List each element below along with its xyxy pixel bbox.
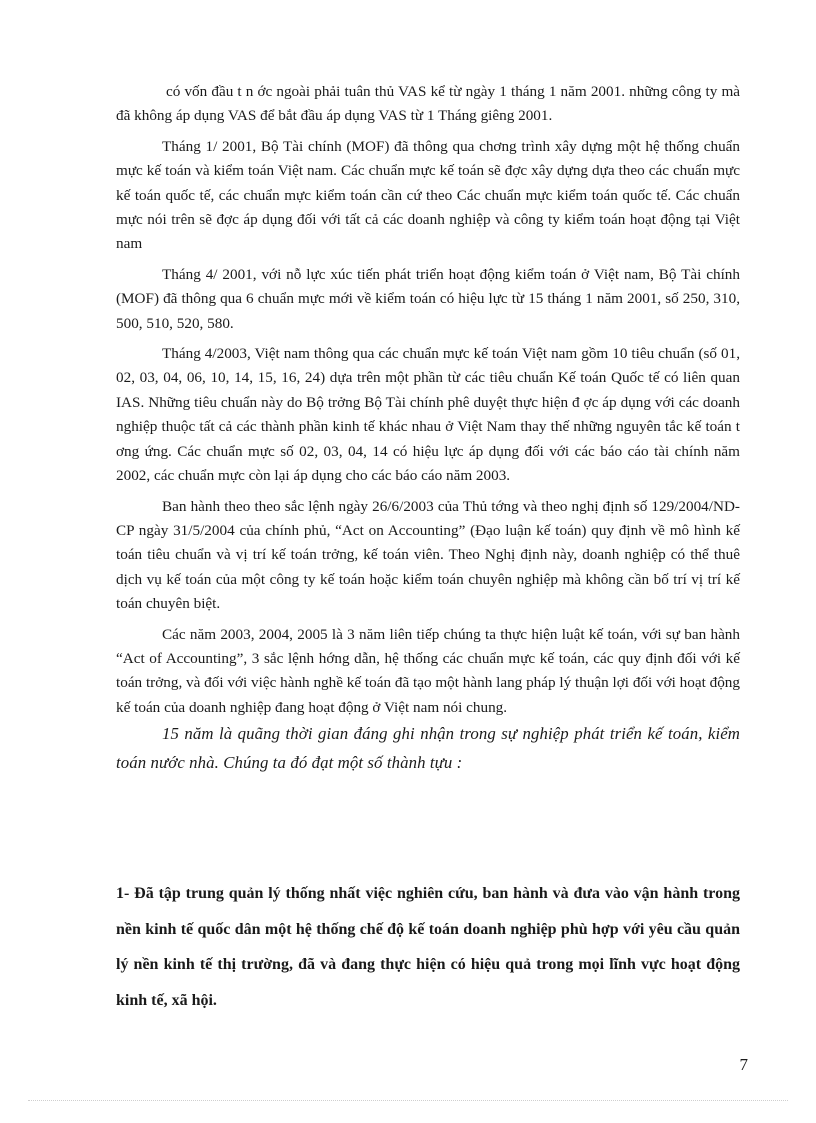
paragraph-vas-continuation: có vốn đầu t n ớc ngoài phải tuân thủ VAS kể từ ngày 1 tháng 1 năm 2001. những công ty mà đã không áp dụng VAS để bắt đầu áp dụng VAS từ 1 Tháng giêng 2001. xyxy=(116,83,740,125)
paragraph-apr-2003: Tháng 4/2003, Việt nam thông qua các chuẩn mực kế toán Việt nam gồm 10 tiêu chuẩn (số 01, 02, 03, 04, 06, 10, 14, 15, 16, 24) dựa trên một phần từ các tiêu chuẩn Kế toán Quốc tế có liên quan IAS. Những tiêu chuẩn này do Bộ trởng Bộ Tài chính phê duyệt thực hiện đ ợc áp dụng với các doanh nghiệp thuộc tất cả các thành phần kinh tế khác nhau ở Việt Nam thay thế những nguyên tắc kế toán t ơng ứng. Các chuẩn mực số 02, 03, 04, 14 có hiệu lực áp dụng đối với các báo cáo tài chính năm 2002, các chuẩn mực còn lại áp dụng cho các báo cáo năm 2003. xyxy=(116,345,740,485)
paragraph-accounting-law: Ban hành theo theo sắc lệnh ngày 26/6/2003 của Thủ tớng và theo nghị định số 129/2004/ND-CP ngày 31/5/2004 của chính phủ, “Act on Accounting” (Đạo luận kế toán) quy định về mô hình kế toán tiêu chuẩn và vị trí kế toán trởng, kế toán viên. Theo Nghị định này, doanh nghiệp có thể thuê dịch vụ kế toán của một công ty kế toán hoặc kiểm toán chuyên nghiệp mà không cần bố trí vị trí kế toán chuyên biệt. xyxy=(116,497,740,613)
achievement-point-1 xyxy=(116,876,740,1018)
body-text xyxy=(116,80,740,783)
page-number: 7 xyxy=(739,1055,748,1074)
footer-divider xyxy=(28,1100,788,1101)
paragraph-2003-2005: Các năm 2003, 2004, 2005 là 3 năm liên tiếp chúng ta thực hiện luật kế toán, với sự ban hành “Act of Accounting”, 3 sắc lệnh hớng dẫn, hệ thống các chuẩn mực kế toán, các quy định đối với kế toán trởng, và đối với việc hành nghề kế toán đã tạo một hành lang pháp lý thuận lợi đối với hoạt động kế toán của doanh nghiệp đang hoạt động ở Việt nam nói chung. xyxy=(116,625,740,716)
paragraph-jan-2001: Tháng 1/ 2001, Bộ Tài chính (MOF) đã thông qua chơng trình xây dựng một hệ thống chuẩn mực kế toán và kiểm toán Việt nam. Các chuẩn mực kế toán sẽ đợc xây dựng dựa theo các chuẩn mực kế toán quốc tế, các chuẩn mực kiểm toán cần cứ theo Các chuẩn mực kiểm toán quốc tế. Các chuẩn mực nói trên sẽ đợc áp dụng đối với tất cả các doanh nghiệp và công ty kiểm toán hoạt động tại Việt nam xyxy=(116,137,740,253)
paragraph-apr-2001: Tháng 4/ 2001, với nỗ lực xúc tiến phát triển hoạt động kiểm toán ở Việt nam, Bộ Tài chính (MOF) đã thông qua 6 chuẩn mực mới về kiểm toán có hiệu lực từ 15 tháng 1 năm 2001, số 250, 310, 500, 510, 520, 580. xyxy=(116,265,740,332)
achievement-text: 1- Đã tập trung quản lý thống nhất việc nghiên cứu, ban hành và đưa vào vận hành trong nền kinh tế quốc dân một hệ thống chế độ kế toán doanh nghiệp phù hợp với yêu cầu quản lý nền kinh tế thị trường, đã và đang thực hiện có hiệu quả trong mọi lĩnh vực hoạt động kinh tế, xã hội. xyxy=(116,885,740,1009)
italic-summary-note: 15 năm là quãng thời gian đáng ghi nhận trong sự nghiệp phát triển kế toán, kiểm toán nước nhà. Chúng ta đó đạt một số thành tựu : xyxy=(116,724,740,772)
